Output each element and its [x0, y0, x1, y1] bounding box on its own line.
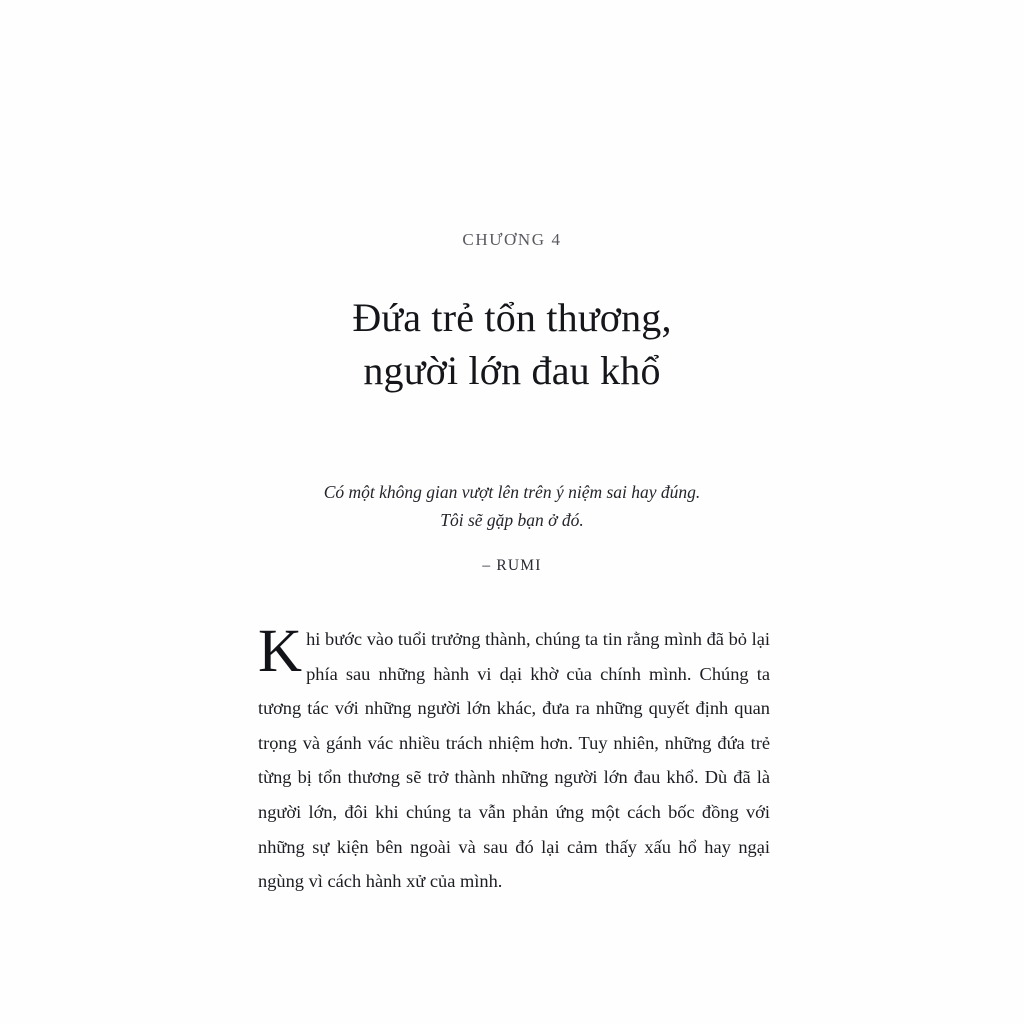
chapter-header	[0, 230, 1024, 575]
epigraph-line-1: Có một không gian vượt lên trên ý niệm sai hay đúng.	[323, 481, 701, 502]
chapter-number-label: CHƯƠNG 4	[462, 230, 562, 249]
epigraph-quote	[324, 478, 701, 535]
chapter-title-line-2: người lớn đau khổ	[363, 347, 661, 393]
body-text-block	[258, 618, 770, 899]
chapter-title	[352, 291, 671, 397]
body-paragraph: Khi bước vào tuổi trưởng thành, chúng ta tin rằng mình đã bỏ lại phía sau những hành vi dại khờ của chính mình. Chúng ta tương tác với những người lớn khác, đưa ra những quyết định quan trọng và gánh vác nhiều trách nhiệm hơn. Tuy nhiên, những đứa trẻ từng bị tổn thương sẽ trở thành những người lớn đau khổ. Dù đã là người lớn, đôi khi chúng ta vẫn phản ứng một cách bốc đồng với những sự kiện bên ngoài và sau đó lại cảm thấy xấu hổ hay ngại ngùng vì cách hành xử của mình.	[258, 618, 770, 892]
epigraph-line-2: Tôi sẽ gặp bạn ở đó.	[440, 510, 584, 531]
chapter-title-line-1: Đứa trẻ tổn thương,	[352, 294, 672, 340]
epigraph-attribution: – RUMI	[482, 556, 542, 574]
